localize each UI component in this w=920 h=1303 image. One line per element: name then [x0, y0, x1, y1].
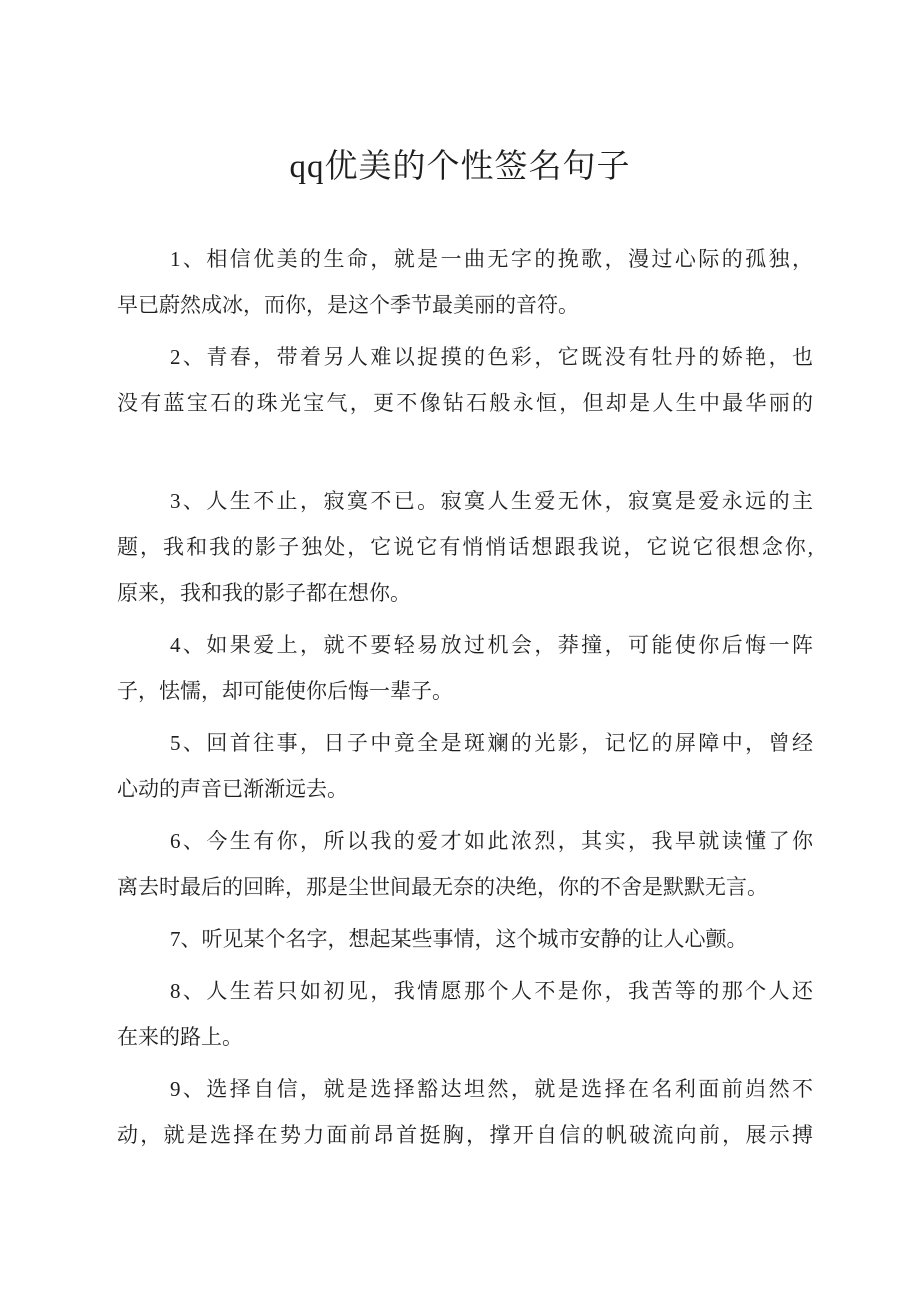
- paragraph: [117, 236, 813, 328]
- text-line: 子，怯懦，却可能使你后悔一辈子。: [117, 679, 453, 703]
- paragraph: [117, 478, 813, 616]
- paragraph: [117, 334, 813, 472]
- text-line: 在来的路上。: [117, 1025, 243, 1049]
- text-line: 4、如果爱上，就不要轻易放过机会，莽撞，可能使你后悔一阵: [170, 633, 813, 657]
- document-body: [117, 236, 813, 1158]
- text-line: 动，就是选择在势力面前昂首挺胸，撑开自信的帆破流向前，展示搏: [117, 1123, 813, 1147]
- paragraph: [117, 720, 813, 812]
- document-title: qq优美的个性签名句子: [289, 149, 631, 185]
- text-line: 题，我和我的影子独处，它说它有悄悄话想跟我说，它说它很想念你,: [117, 535, 813, 559]
- text-line: 没有蓝宝石的珠光宝气，更不像钻石般永恒，但却是人生中最华丽的: [117, 391, 813, 415]
- text-line: 1、相信优美的生命，就是一曲无字的挽歌，漫过心际的孤独，: [170, 247, 813, 271]
- paragraph: [117, 916, 813, 962]
- text-line: 早已蔚然成冰，而你，是这个季节最美丽的音符。: [117, 293, 579, 317]
- blank-line: [117, 426, 813, 472]
- text-line: 离去时最后的回眸，那是尘世间最无奈的决绝，你的不舍是默默无言。: [117, 875, 768, 899]
- text-line: 原来，我和我的影子都在想你。: [117, 581, 411, 605]
- text-line: 7、听见某个名字，想起某些事情，这个城市安静的让人心颤。: [170, 927, 748, 951]
- paragraph: [117, 622, 813, 714]
- paragraph: [117, 968, 813, 1060]
- text-line: 心动的声音已渐渐远去。: [117, 777, 348, 801]
- text-line: 3、人生不止，寂寞不已。寂寞人生爱无休，寂寞是爱永远的主: [170, 489, 813, 513]
- text-line: 8、人生若只如初见，我情愿那个人不是你，我苦等的那个人还: [170, 979, 813, 1003]
- text-line: 2、青春，带着另人难以捉摸的色彩，它既没有牡丹的娇艳，也: [170, 345, 813, 369]
- text-line: 5、回首往事，日子中竟全是斑斓的光影，记忆的屏障中，曾经: [170, 731, 813, 755]
- paragraph: [117, 818, 813, 910]
- text-line: 6、今生有你，所以我的爱才如此浓烈，其实，我早就读懂了你: [170, 829, 813, 853]
- text-line: 9、选择自信，就是选择豁达坦然，就是选择在名利面前岿然不: [170, 1077, 813, 1101]
- paragraph: [117, 1066, 813, 1158]
